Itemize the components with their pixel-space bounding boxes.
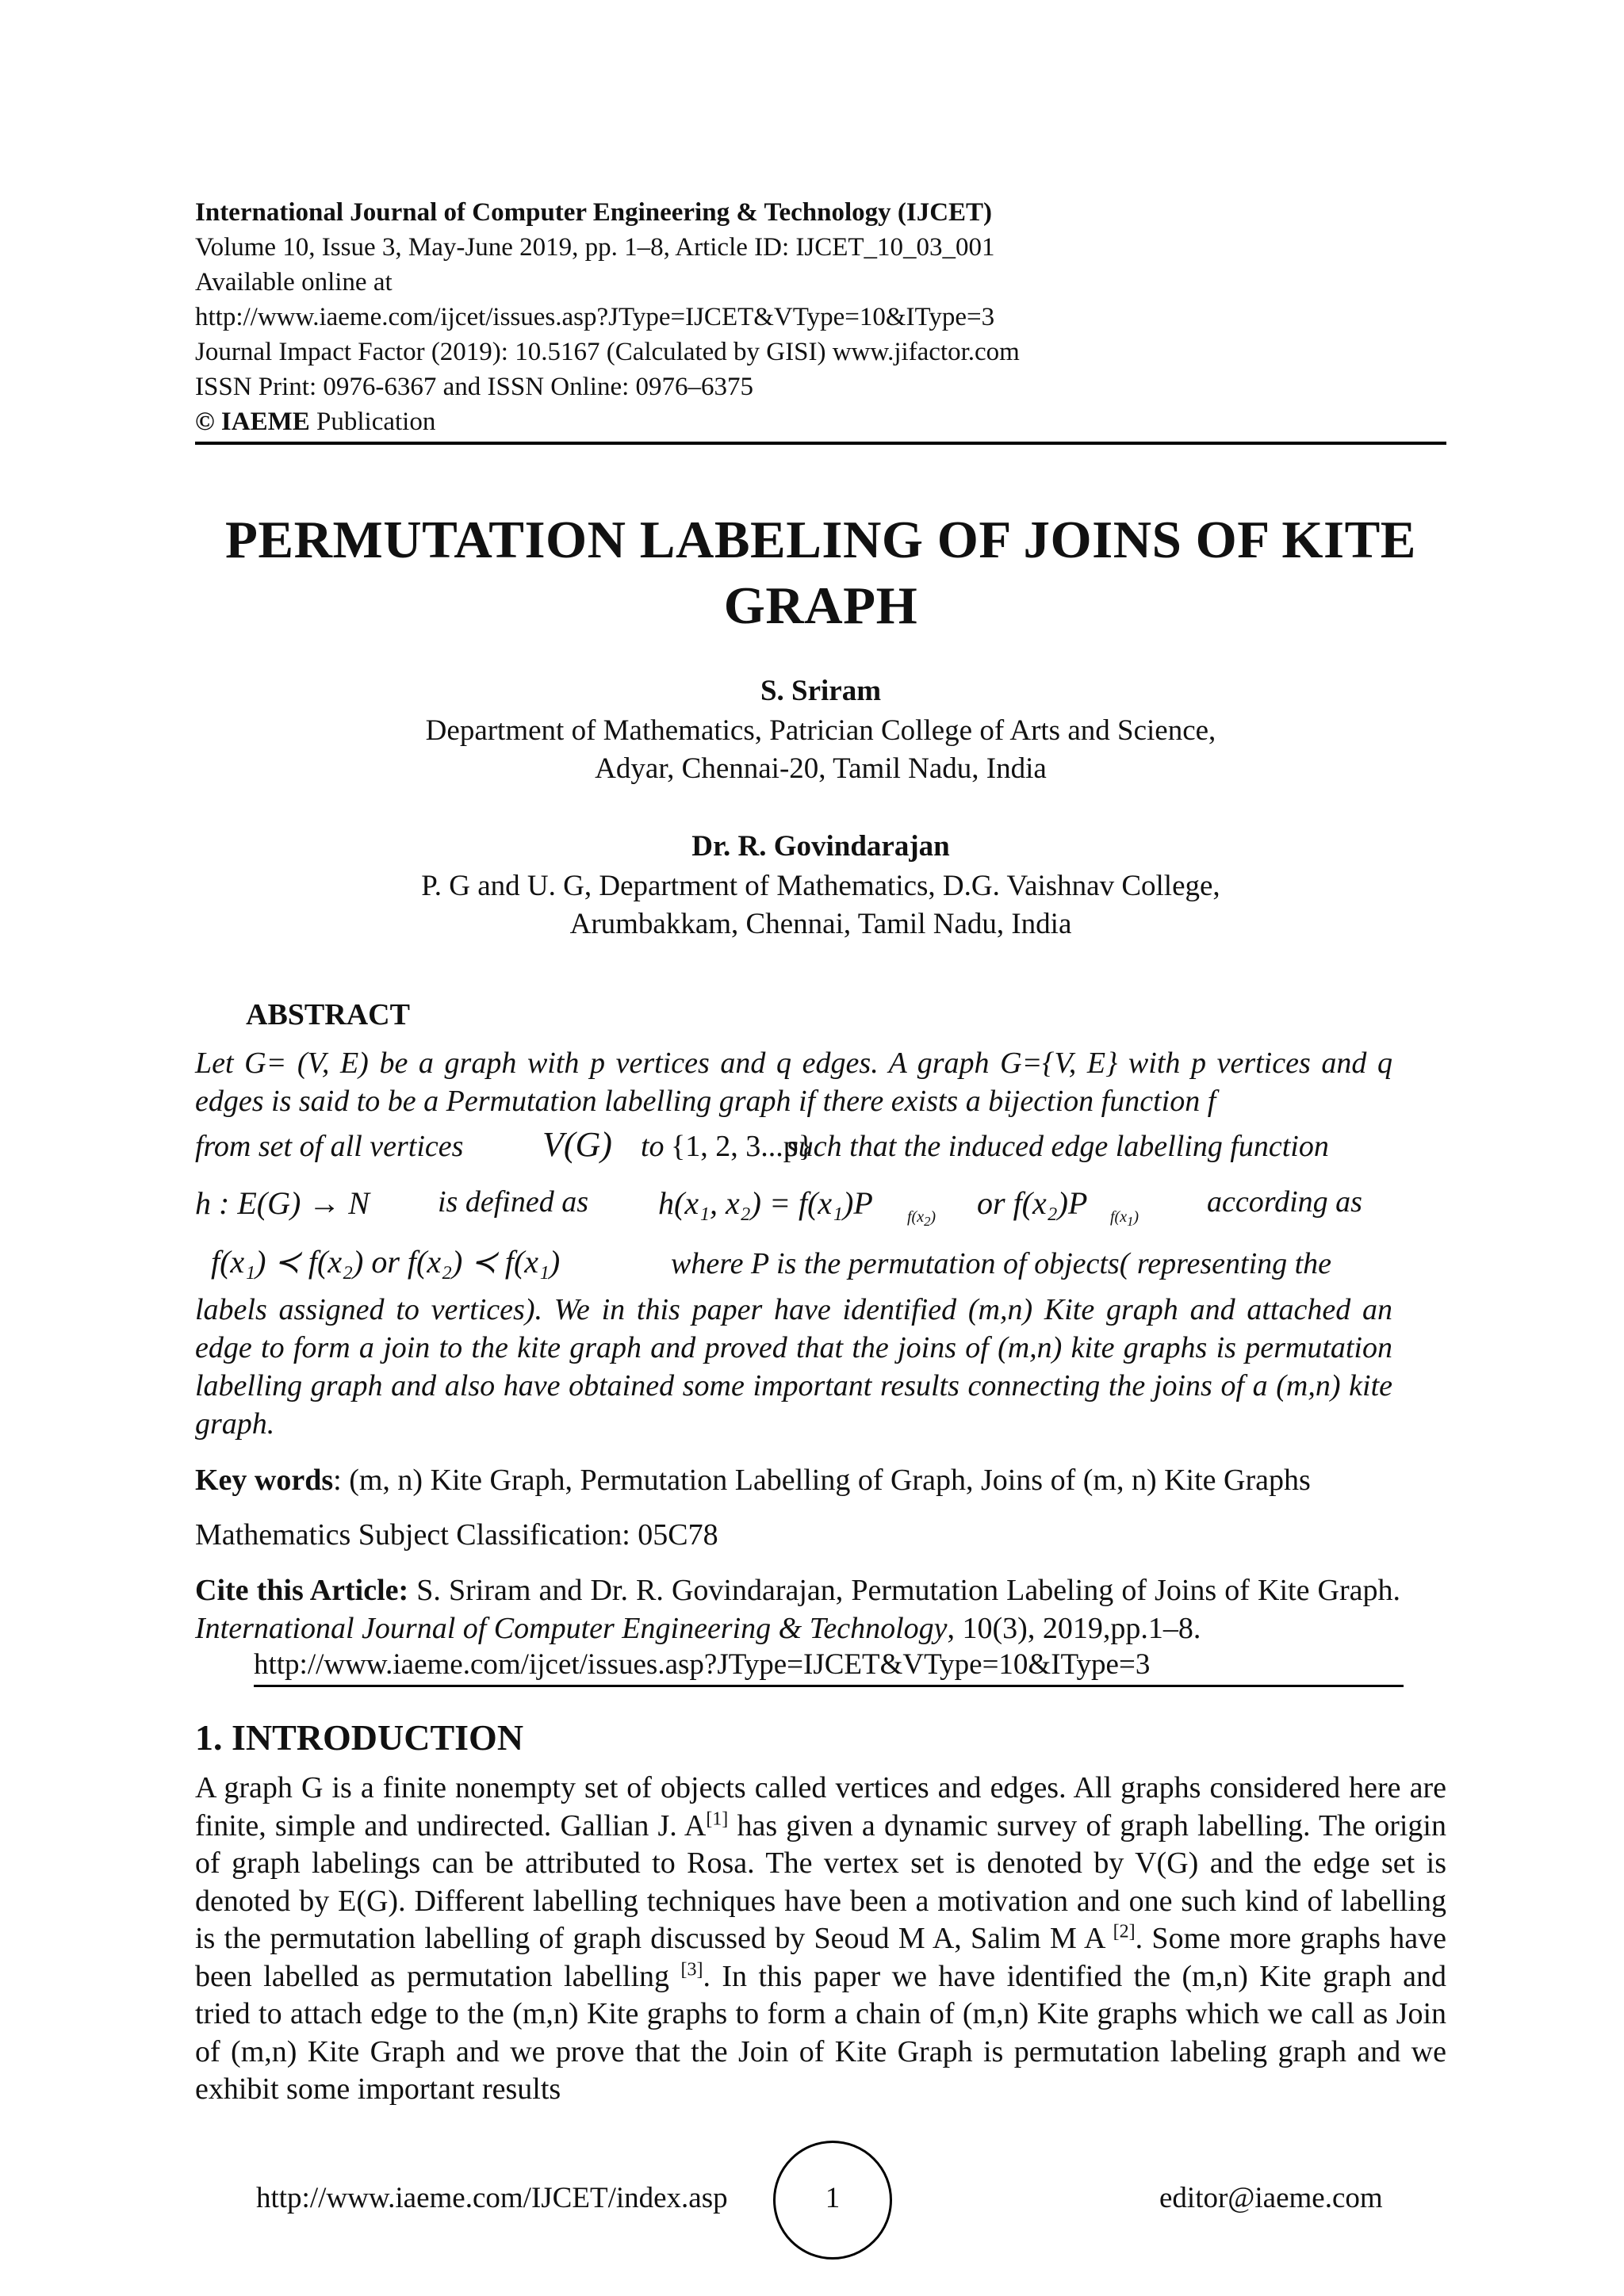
journal-name: International Journal of Computer Engineering & Technology (IJCET)	[195, 198, 993, 227]
journal-header	[195, 195, 1446, 439]
msc: Mathematics Subject Classification: 05C78	[195, 1518, 718, 1552]
author-2-affiliation-2: Arumbakkam, Chennai, Tamil Nadu, India	[569, 908, 1072, 940]
abstract-eq: h(x₁, x₂) = f(x₁)P	[658, 1185, 873, 1221]
abstract-sub-fx2: $f(x_2)$	[907, 1208, 936, 1229]
header-rule	[195, 442, 1446, 445]
page-number: 1	[825, 2182, 841, 2214]
abstract-sub-fx1: $f(x_1)$	[1110, 1208, 1139, 1229]
author-2-affiliation-1: P. G and U. G, Department of Mathematics, D.G. Vaishnav College,	[421, 870, 1220, 902]
author-1	[195, 672, 1446, 788]
journal-available: Available online at	[195, 268, 393, 297]
cite-url[interactable]: http://www.iaeme.com/ijcet/issues.asp?JType=IJCET&VType=10&IType=3	[254, 1648, 1151, 1681]
journal-copyright	[195, 404, 1446, 439]
cite-article	[195, 1571, 1400, 1647]
author-1-affiliation-2: Adyar, Chennai-20, Tamil Nadu, India	[595, 752, 1047, 785]
intro-text-3: . Some more graphs have been labelled as permutation labelling	[195, 1922, 1446, 1993]
ref-2[interactable]: [2]	[1113, 1921, 1136, 1942]
abstract-l3e: such that the induced edge labelling function	[787, 1130, 1329, 1163]
journal-url[interactable]: http://www.iaeme.com/ijcet/issues.asp?JType=IJCET&VType=10&IType=3	[195, 303, 995, 331]
intro-text-1: A graph G is a finite nonempty set of objects called vertices and edges. All graphs considered here are finite, simple and undirected. Gallian J. A	[195, 1771, 1446, 1843]
abstract-vg: V(G)	[542, 1125, 612, 1164]
journal-issn: ISSN Print: 0976-6367 and ISSN Online: 0976–6375	[195, 373, 754, 401]
keywords	[195, 1461, 1446, 1499]
abstract-heading: ABSTRACT	[246, 998, 410, 1031]
abstract-l5-rest: where P is the permutation of objects( representing the	[671, 1247, 1332, 1280]
footer-url[interactable]: http://www.iaeme.com/IJCET/index.asp	[256, 2182, 728, 2214]
abstract-line-4	[195, 1181, 1392, 1237]
intro-text-4: . In this paper we have identified the (m,n) Kite graph and tried to attach edge to the (m,n) Kite graphs to form a chain of (m,n) Kite graphs which we call as Join of (m,n) Kite Graph and we prove that the Join of Kite Graph is permutation labeling graph and we exhibit some important results	[195, 1959, 1446, 2106]
footer-email[interactable]: editor@iaeme.com	[1159, 2182, 1383, 2214]
author-1-affiliation-1: Department of Mathematics, Patrician College of Arts and Science,	[425, 714, 1216, 747]
keywords-text: : (m, n) Kite Graph, Permutation Labelling of Graph, Joins of (m, n) Kite Graphs	[333, 1464, 1311, 1497]
journal-impact: Journal Impact Factor (2019): 10.5167 (Calculated by GISI) www.jifactor.com	[195, 338, 1020, 366]
section-introduction-title: 1. INTRODUCTION	[195, 1717, 524, 1758]
abstract-set: {1, 2, 3...p}	[671, 1130, 813, 1163]
abstract-condition: f(x₁) ≺ f(x₂) or f(x₂) ≺ f(x₁)	[211, 1244, 561, 1280]
cite-label: Cite this Article:	[195, 1574, 409, 1607]
abstract-l3c: to	[641, 1130, 665, 1163]
abstract-para-2: labels assigned to vertices). We in this paper have identified (m,n) Kite graph and attached an edge to form a join to the kite graph and proved that the joins of (m,n) kite graphs is permutation labelling graph and also have obtained some important results connecting the joins of a (m,n) kite graph.	[195, 1293, 1392, 1441]
ref-1[interactable]: [1]	[706, 1808, 729, 1829]
copyright-publisher: © IAEME	[195, 408, 310, 436]
abstract-or: or f(x₂)P	[977, 1185, 1088, 1221]
copyright-rest: Publication	[309, 408, 436, 436]
abstract-l3a: from set of all vertices	[195, 1130, 464, 1163]
author-1-name: S. Sriram	[760, 675, 882, 707]
cite-journal: International Journal of Computer Engineering & Technology	[195, 1612, 948, 1645]
abstract-according: according as	[1207, 1185, 1362, 1219]
abstract-line-5	[195, 1243, 1392, 1291]
author-2-name: Dr. R. Govindarajan	[691, 830, 950, 863]
author-2	[195, 828, 1446, 943]
keywords-label: Key words	[195, 1464, 334, 1497]
abstract-map: h : E(G) → N	[195, 1185, 370, 1221]
paper-title: PERMUTATION LABELING OF JOINS OF KITE GRAPH	[225, 511, 1416, 635]
journal-volume: Volume 10, Issue 3, May-June 2019, pp. 1–8, Article ID: IJCET_10_03_001	[195, 233, 995, 262]
abstract-defined: is defined as	[438, 1185, 588, 1219]
page-number-circle	[773, 2141, 892, 2260]
cite-url-rule	[254, 1685, 1404, 1687]
intro-text-2: has given a dynamic survey of graph labelling. The origin of graph labelings can be attributed to Rosa. The vertex set is denoted by V(G) and the edge set is denoted by E(G). Different labelling techniques have been a motivation and one such kind of labelling is the permutation labelling of graph discussed by Seoud M A, Salim M A	[195, 1808, 1446, 1955]
abstract-line-3	[195, 1126, 1392, 1173]
introduction-text	[195, 1770, 1446, 2109]
abstract-para-1: Let G= (V, E) be a graph with p vertices and q edges. A graph G={V, E} with p vertices and q edges is said to be a Permutation labelling graph if there exists a bijection function f	[195, 1047, 1392, 1118]
cite-tail: , 10(3), 2019,pp.1–8.	[947, 1612, 1201, 1645]
cite-text: S. Sriram and Dr. R. Govindarajan, Permutation Labeling of Joins of Kite Graph.	[408, 1574, 1400, 1607]
ref-3[interactable]: [3]	[680, 1958, 703, 1980]
